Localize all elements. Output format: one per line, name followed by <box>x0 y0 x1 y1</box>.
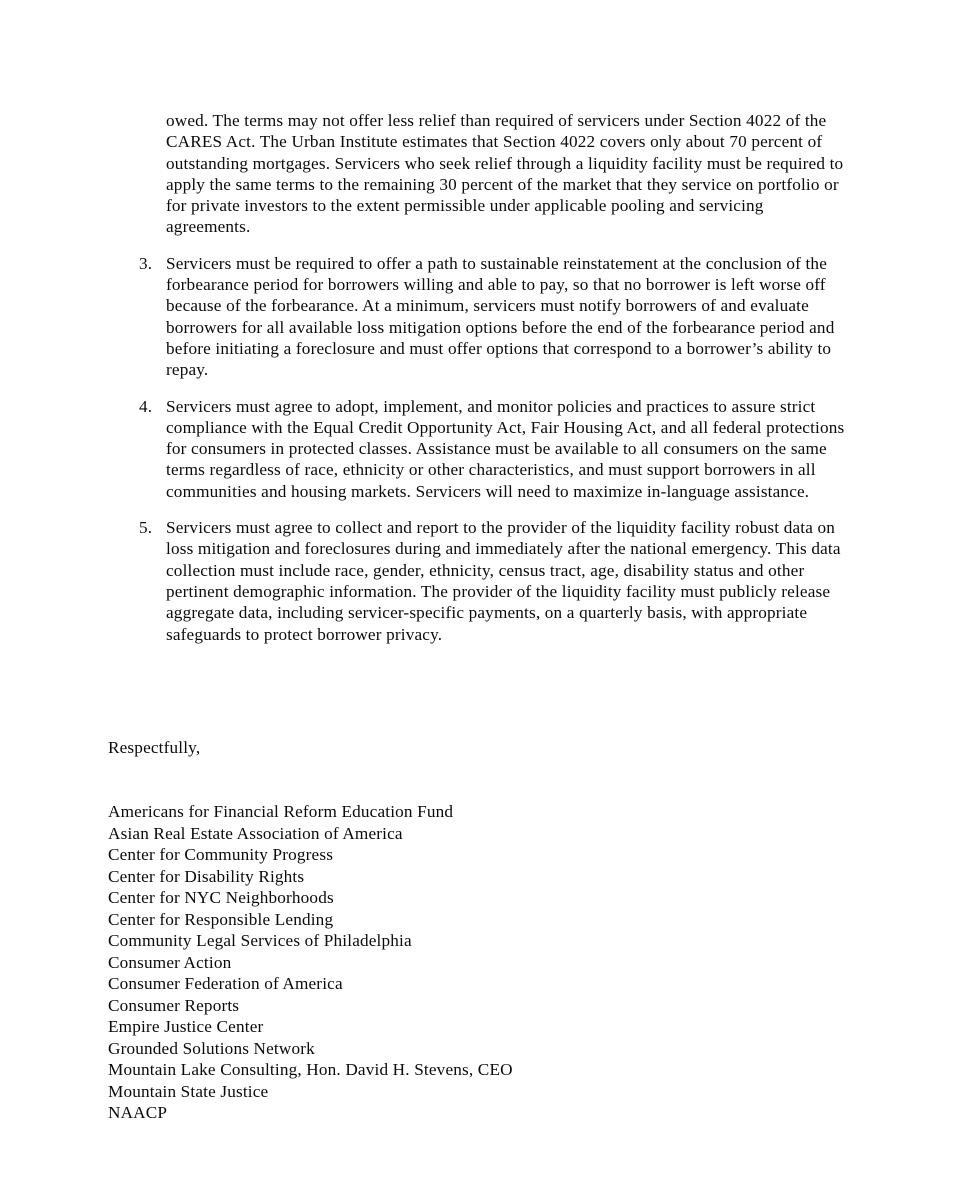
list-item-marker: 5. <box>139 518 153 538</box>
signatory-item: Grounded Solutions Network <box>108 1038 315 1058</box>
list-item-text: Servicers must agree to collect and report to the provider of the liquidity facility robust data on loss mitigation and foreclosures during and immediately after the national emergency. This data collection must include race, gender, ethnicity, census tract, age, disability status and other pertinent demographic information. The provider of the liquidity facility must publicly release aggregate data, including servicer-specific payments, on a quarterly basis, with appropriate safeguards to protect borrower privacy. <box>166 518 841 644</box>
document-closing <box>108 737 848 1124</box>
list-item <box>108 517 848 645</box>
signatory-item: Consumer Action <box>108 952 232 972</box>
signatory-item: Center for Community Progress <box>108 845 334 865</box>
list-item-text: Servicers must agree to adopt, implement, and monitor policies and practices to assure strict compliance with the Equal Credit Opportunity Act, Fair Housing Act, and all federal protections for consumers in protected classes. Assistance must be available to all consumers on the same terms regardless of race, ethnicity or other characteristics, and must support borrowers in all communities and housing markets. Servicers will need to maximize in-language assistance. <box>166 396 845 501</box>
signatory-item: Consumer Federation of America <box>108 974 343 994</box>
list-item <box>108 253 848 381</box>
signatory-item: Center for NYC Neighborhoods <box>108 888 334 908</box>
list-item-marker: 3. <box>139 253 153 273</box>
signatory-item: Americans for Financial Reform Education Fund <box>108 802 454 822</box>
list-item <box>108 396 848 502</box>
signatory-item: Consumer Reports <box>108 995 240 1015</box>
signatory-list <box>108 801 848 1124</box>
signatory-item: Community Legal Services of Philadelphia <box>108 931 412 951</box>
signatory-item: Mountain Lake Consulting, Hon. David H. Stevens, CEO <box>108 1060 513 1080</box>
document-body <box>108 110 848 645</box>
list-item-text: Servicers must be required to offer a path to sustainable reinstatement at the conclusion of the forbearance period for borrowers willing and able to pay, so that no borrower is left worse off because of the forbearance. At a minimum, servicers must notify borrowers of and evaluate borrowers for all available loss mitigation options before the end of the forbearance period and before initiating a foreclosure and must offer options that correspond to a borrower’s ability to repay. <box>166 253 835 380</box>
signatory-item: Center for Responsible Lending <box>108 909 334 929</box>
signatory-item: Center for Disability Rights <box>108 866 305 886</box>
signatory-item: Asian Real Estate Association of America <box>108 823 403 843</box>
continuation-paragraph: owed. The terms may not offer less relief than required of servicers under Section 4022 of the CARES Act. The Urban Institute estimates that Section 4022 covers only about 70 percent of outstanding mortgages. Servicers who seek relief through a liquidity facility must be required to apply the same terms to the remaining 30 percent of the market that they service on portfolio or for private investors to the extent permissible under applicable pooling and servicing agreements. <box>166 111 844 237</box>
list-item-marker: 4. <box>139 396 153 416</box>
signatory-item: Empire Justice Center <box>108 1017 264 1037</box>
signatory-item: Mountain State Justice <box>108 1081 269 1101</box>
closing-salutation: Respectfully, <box>108 738 201 757</box>
signatory-item: NAACP <box>108 1103 168 1123</box>
numbered-requirements-list <box>108 253 848 645</box>
